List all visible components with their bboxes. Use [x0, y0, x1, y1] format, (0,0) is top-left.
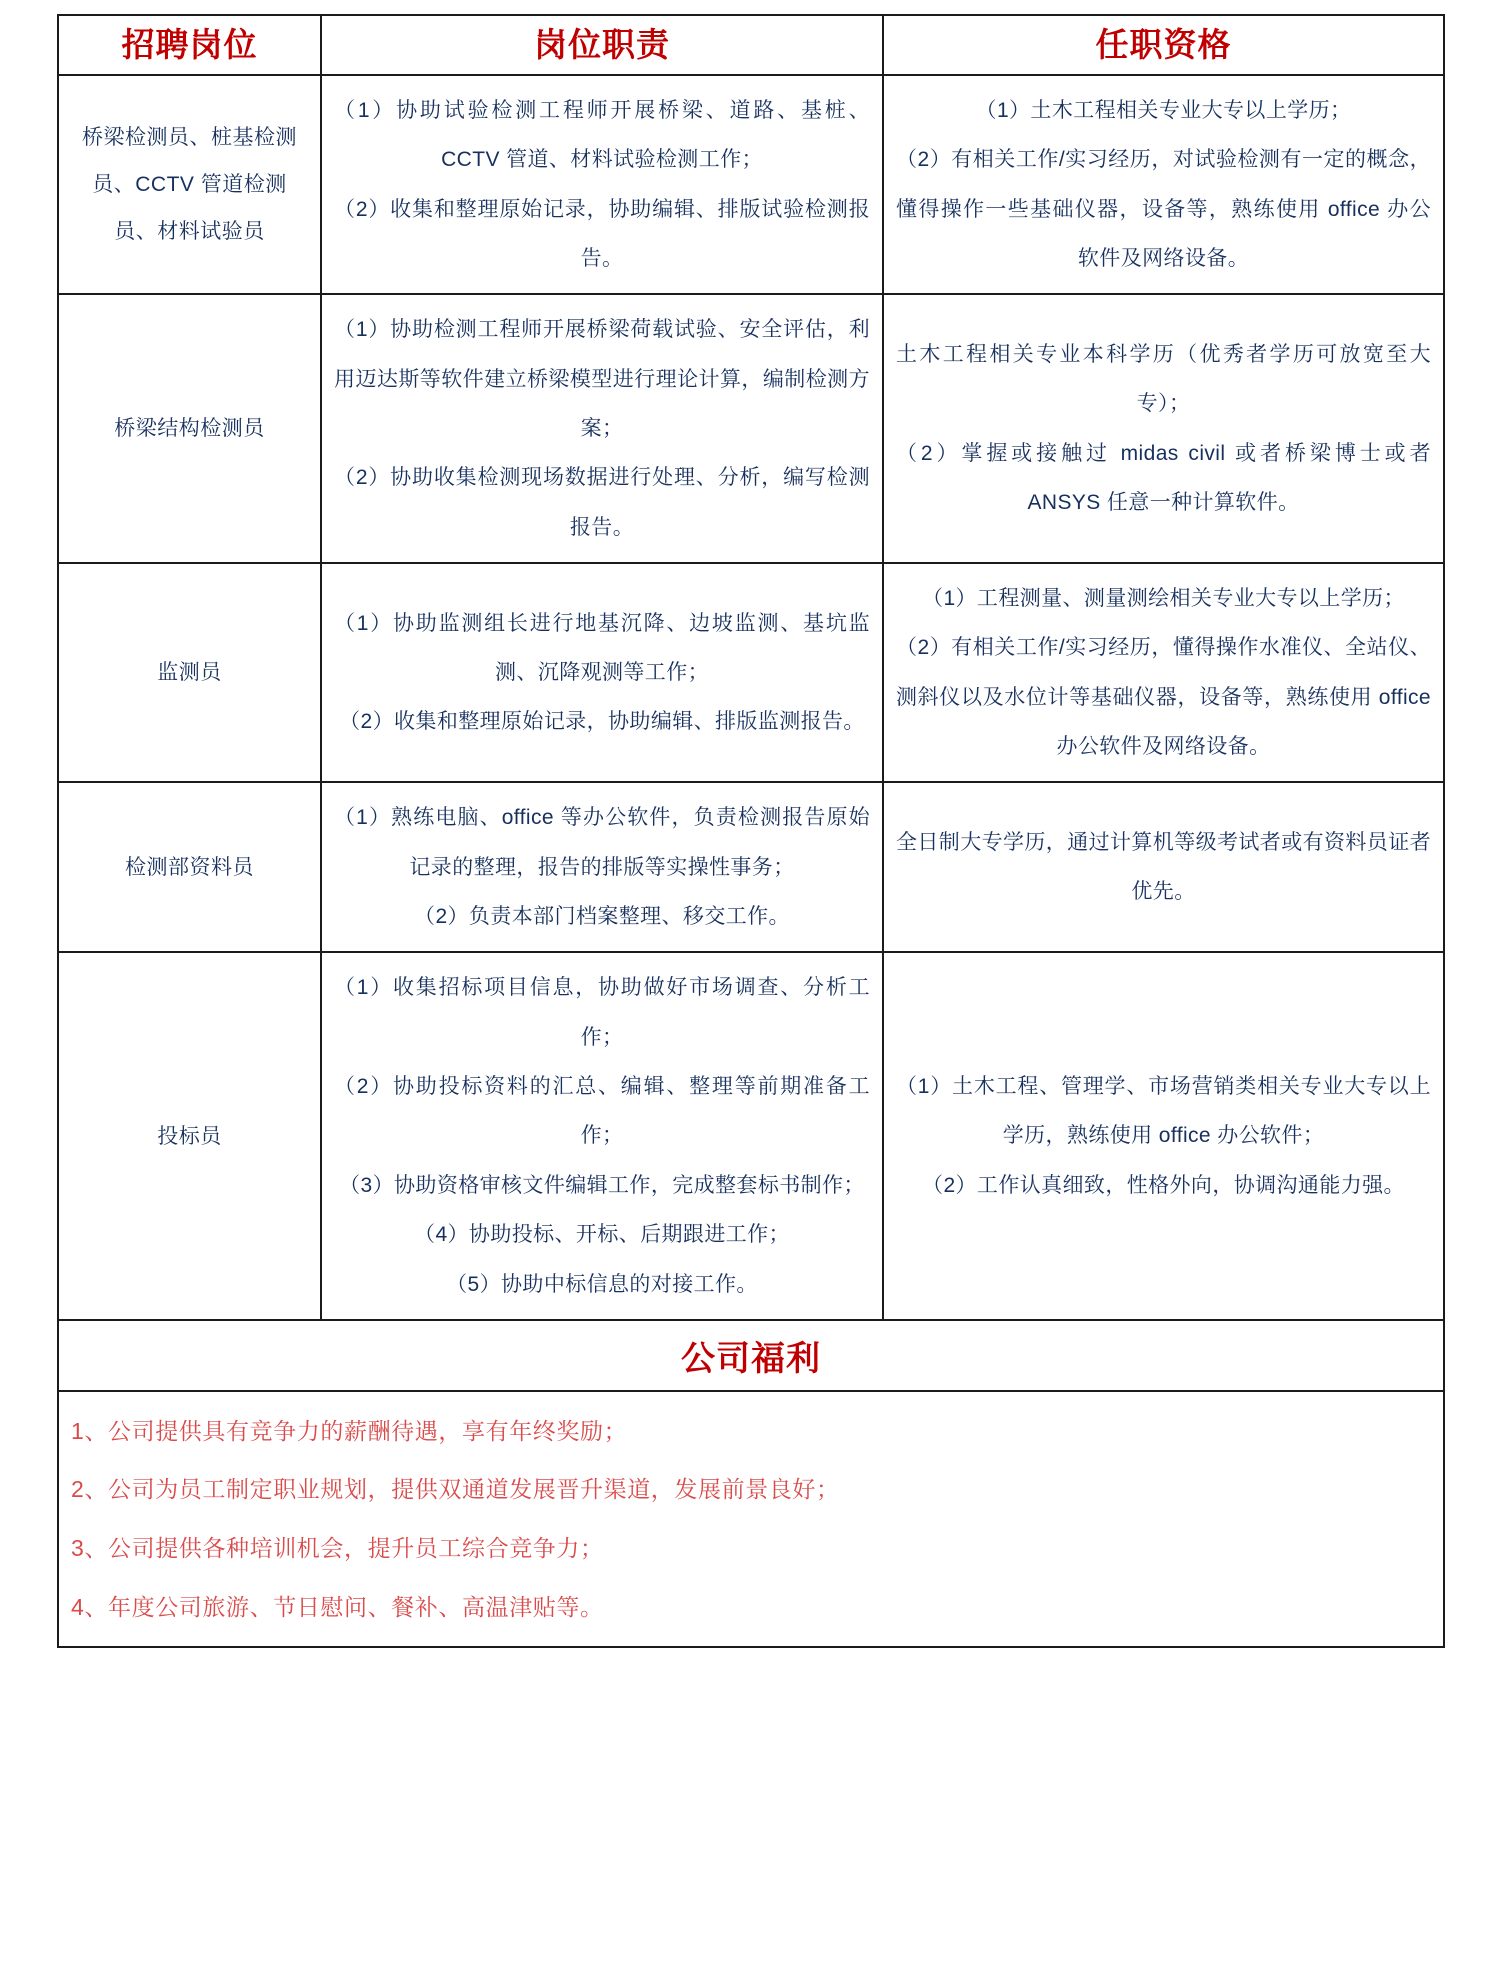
table-row — [58, 782, 1444, 952]
benefits-title-row — [58, 1320, 1444, 1391]
job-duties — [321, 75, 883, 294]
duty-item: （1）协助检测工程师开展桥梁荷载试验、安全评估，利用迈达斯等软件建立桥梁模型进行理论计算，编制检测方案； — [334, 318, 870, 440]
duty-item: （4）协助投标、开标、后期跟进工作； — [414, 1223, 790, 1247]
duty-item: （5）协助中标信息的对接工作。 — [446, 1272, 758, 1296]
job-qualifications — [883, 294, 1444, 563]
job-qualifications — [883, 75, 1444, 294]
job-duties — [321, 952, 883, 1319]
benefits-list — [58, 1391, 1444, 1648]
duty-item: （1）熟练电脑、office 等办公软件，负责检测报告原始记录的整理，报告的排版等实操性事务； — [334, 806, 870, 879]
duty-item: （2）负责本部门档案整理、移交工作。 — [414, 905, 790, 929]
recruitment-table — [57, 14, 1445, 1648]
table-row — [58, 563, 1444, 782]
job-position: 监测员 — [58, 563, 321, 782]
job-qualifications — [883, 563, 1444, 782]
job-duties — [321, 563, 883, 782]
benefit-item: 1、公司提供具有竞争力的薪酬待遇，享有年终奖励； — [71, 1417, 628, 1444]
duty-item: （2）协助收集检测现场数据进行处理、分析，编写检测报告。 — [334, 466, 870, 539]
table-row — [58, 952, 1444, 1319]
duty-item: （1）协助监测组长进行地基沉降、边坡监测、基坑监测、沉降观测等工作； — [334, 611, 870, 685]
job-position: 桥梁结构检测员 — [58, 294, 321, 563]
header-position: 招聘岗位 — [58, 15, 321, 75]
job-duties — [321, 294, 883, 563]
qualification-item: 土木工程相关专业本科学历（优秀者学历可放宽至大专）； — [896, 342, 1431, 416]
duty-item: （2）收集和整理原始记录，协助编辑、排版监测报告。 — [339, 710, 865, 734]
qualification-item: （2）掌握或接触过 midas civil 或者桥梁博士或者 ANSYS 任意一种计算软件。 — [896, 441, 1431, 515]
job-duties — [321, 782, 883, 952]
benefits-body-row — [58, 1391, 1444, 1648]
qualification-item: （2）工作认真细致，性格外向，协调沟通能力强。 — [922, 1173, 1405, 1197]
job-position: 桥梁检测员、桩基检测员、CCTV 管道检测员、材料试验员 — [58, 75, 321, 294]
job-qualifications — [883, 782, 1444, 952]
qualification-item: （1）土木工程相关专业大专以上学历； — [975, 98, 1352, 122]
benefits-title: 公司福利 — [58, 1320, 1444, 1391]
duty-item: （2）收集和整理原始记录，协助编辑、排版试验检测报告。 — [334, 197, 870, 270]
job-qualifications — [883, 952, 1444, 1319]
duty-item: （1）收集招标项目信息，协助做好市场调查、分析工作； — [334, 976, 870, 1049]
qualification-item: （2）有相关工作/实习经历，对试验检测有一定的概念，懂得操作一些基础仪器，设备等，熟练使用 office 办公软件及网络设备。 — [896, 148, 1431, 270]
table-row — [58, 75, 1444, 294]
table-header-row — [58, 15, 1444, 75]
benefit-item: 2、公司为员工制定职业规划，提供双通道发展晋升渠道，发展前景良好； — [71, 1476, 840, 1503]
duty-item: （1）协助试验检测工程师开展桥梁、道路、基桩、CCTV 管道、材料试验检测工作； — [334, 98, 870, 172]
job-position: 检测部资料员 — [58, 782, 321, 952]
duty-item: （2）协助投标资料的汇总、编辑、整理等前期准备工作； — [334, 1075, 870, 1148]
benefit-item: 4、年度公司旅游、节日慰问、餐补、高温津贴等。 — [71, 1593, 604, 1620]
table-row — [58, 294, 1444, 563]
benefit-item: 3、公司提供各种培训机会，提升员工综合竞争力； — [71, 1535, 604, 1562]
job-position: 投标员 — [58, 952, 321, 1319]
header-duties: 岗位职责 — [321, 15, 883, 75]
header-qualifications: 任职资格 — [883, 15, 1444, 75]
qualification-item: （1）土木工程、管理学、市场营销类相关专业大专以上学历，熟练使用 office 办公软件； — [896, 1075, 1431, 1148]
qualification-item: （1）工程测量、测量测绘相关专业大专以上学历； — [922, 587, 1405, 611]
qualification-item: （2）有相关工作/实习经历，懂得操作水准仪、全站仪、测斜仪以及水位计等基础仪器，设备等，熟练使用 office 办公软件及网络设备。 — [896, 636, 1431, 759]
qualification-item: 全日制大专学历，通过计算机等级考试者或有资料员证者优先。 — [896, 831, 1431, 904]
duty-item: （3）协助资格审核文件编辑工作，完成整套标书制作； — [339, 1173, 865, 1197]
